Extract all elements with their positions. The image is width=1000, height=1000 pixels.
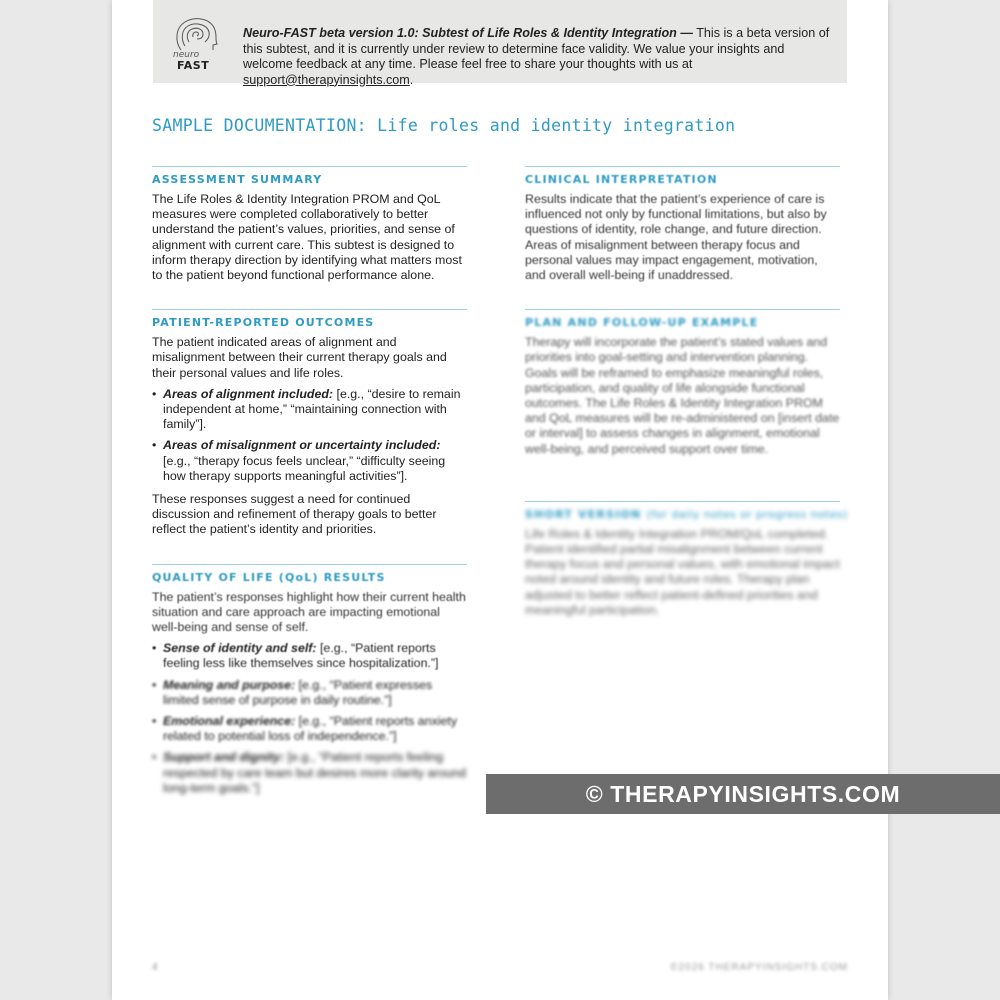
patient-reported-outcomes-section	[152, 309, 467, 537]
watermark-banner	[486, 774, 1000, 814]
clinical-interpretation-section	[525, 166, 840, 283]
bullet-label: Emotional experience:	[163, 714, 296, 729]
outcomes-intro-text: The patient indicated areas of alignment and misalignment between their current therapy goals and their personal values and life roles.	[152, 335, 447, 380]
short-version-title: SHORT VERSION	[525, 507, 642, 521]
section-heading: PLAN AND FOLLOW-UP EXAMPLE	[525, 316, 759, 330]
footer-copyright: ©2026 THERAPYINSIGHTS.COM	[670, 962, 848, 973]
support-email-link[interactable]: support@therapyinsights.com	[243, 72, 410, 87]
outcomes-closing-text: These responses suggest a need for continued discussion and refinement of therapy goals to better reflect the patient’s identity and priorities.	[152, 492, 437, 537]
section-heading: PATIENT-REPORTED OUTCOMES	[152, 316, 375, 330]
document-page	[112, 0, 888, 1000]
beta-notice-body: This is a beta version of this subtest, and it is currently under review to determine face validity. We value your insights and welcome feedback at any time. Please feel free to share your thoughts with us at	[243, 26, 830, 71]
page-number: 4	[152, 962, 158, 973]
logo-wordmark-fast: FAST	[177, 59, 210, 72]
clinical-interpretation-text: Results indicate that the patient’s experience of care is influenced not only by functional limitations, but also by questions of identity, role change, and future direction. Areas of misalignment between therapy focus and personal values may impact engagement, motivation, and overall well-being if unaddressed.	[525, 192, 827, 283]
section-divider	[525, 501, 840, 502]
qol-bullet-list	[152, 641, 467, 796]
beta-notice-text	[243, 26, 837, 88]
list-item	[152, 678, 467, 708]
section-heading: ASSESSMENT SUMMARY	[152, 173, 323, 186]
bullet-text: [e.g., “Patient reports anxiety related to potential loss of independence.”]	[163, 714, 458, 744]
left-column	[152, 166, 467, 822]
bullet-text: [e.g., “Patient reports feeling less like themselves since hospitalization.”]	[163, 641, 439, 671]
section-heading: QUALITY OF LIFE (QoL) RESULTS	[152, 570, 386, 584]
outcomes-bullet-list	[152, 387, 467, 484]
section-divider	[525, 166, 840, 167]
beta-notice-end: .	[409, 72, 414, 87]
watermark-text: © THERAPYINSIGHTS.COM	[585, 781, 901, 807]
section-divider	[525, 309, 840, 310]
logo-wordmark-neuro: neuro	[173, 50, 200, 60]
assessment-summary-section	[152, 166, 467, 283]
section-divider	[152, 309, 467, 310]
qol-intro-text: The patient’s responses highlight how their current health situation and care approach are impacting emotional well-being and sense of self.	[152, 589, 466, 635]
right-column	[525, 166, 848, 644]
list-item	[152, 387, 467, 433]
short-version-text: Life Roles & Identity Integration PROM/QoL completed. Patient identified partial misalignment between current therapy focus and personal values, with emotional impact noted around identity and future roles. Therapy plan adjusted to better reflect patient-defined priorities and meaningful participation.	[525, 526, 840, 617]
document-title: SAMPLE DOCUMENTATION: Life roles and identity integration	[152, 116, 736, 135]
bullet-text: [e.g., “desire to remain independent at home,” “maintaining connection with family”].	[163, 386, 461, 432]
plan-follow-up-section	[525, 309, 840, 457]
section-divider	[152, 564, 467, 565]
short-version-section	[525, 501, 848, 618]
bullet-label: Meaning and purpose:	[163, 677, 296, 692]
list-item	[152, 438, 467, 484]
beta-notice-banner	[153, 0, 847, 87]
quality-of-life-section	[152, 564, 467, 796]
bullet-label: Sense of identity and self:	[163, 641, 317, 656]
bullet-text: [e.g., “therapy focus feels unclear,” “difficulty seeing how therapy supports meaningful activities”].	[163, 453, 446, 483]
section-heading	[525, 507, 848, 521]
assessment-summary-text: The Life Roles & Identity Integration PROM and QoL measures were completed collaboratively to better understand the patient’s values, priorities, and sense of alignment with current care. This subtest is designed to inform therapy direction by identifying what matters most to the patient beyond functional performance alone.	[152, 192, 462, 283]
bullet-text: [e.g., “Patient expresses limited sense of purpose in daily routine.”]	[163, 677, 433, 707]
section-divider	[152, 166, 467, 167]
neuro-fast-logo	[171, 16, 223, 72]
list-item	[152, 750, 467, 796]
beta-notice-lead: Neuro-FAST beta version 1.0: Subtest of Life Roles & Identity Integration —	[243, 26, 693, 40]
list-item	[152, 641, 467, 671]
list-item	[152, 714, 467, 744]
short-version-note: (for daily notes or progress notes)	[646, 507, 848, 521]
bullet-label: Areas of alignment included:	[163, 386, 334, 401]
section-heading: CLINICAL INTERPRETATION	[525, 173, 718, 186]
bullet-text: [e.g., “Patient reports feeling respected by care team but desires more clarity around long-term goals.”]	[163, 750, 467, 795]
plan-follow-up-text: Therapy will incorporate the patient’s stated values and priorities into goal-setting and intervention planning. Goals will be reframed to emphasize meaningful roles, participation, and quality of life alongside functional outcomes. The Life Roles & Identity Integration PROM and QoL measures will be re-administered on [insert date or interval] to assess changes in alignment, emotional well-being, and perceived support over time.	[525, 335, 840, 456]
bullet-label: Support and dignity:	[163, 750, 285, 765]
bullet-label: Areas of misalignment or uncertainty included:	[163, 438, 441, 453]
